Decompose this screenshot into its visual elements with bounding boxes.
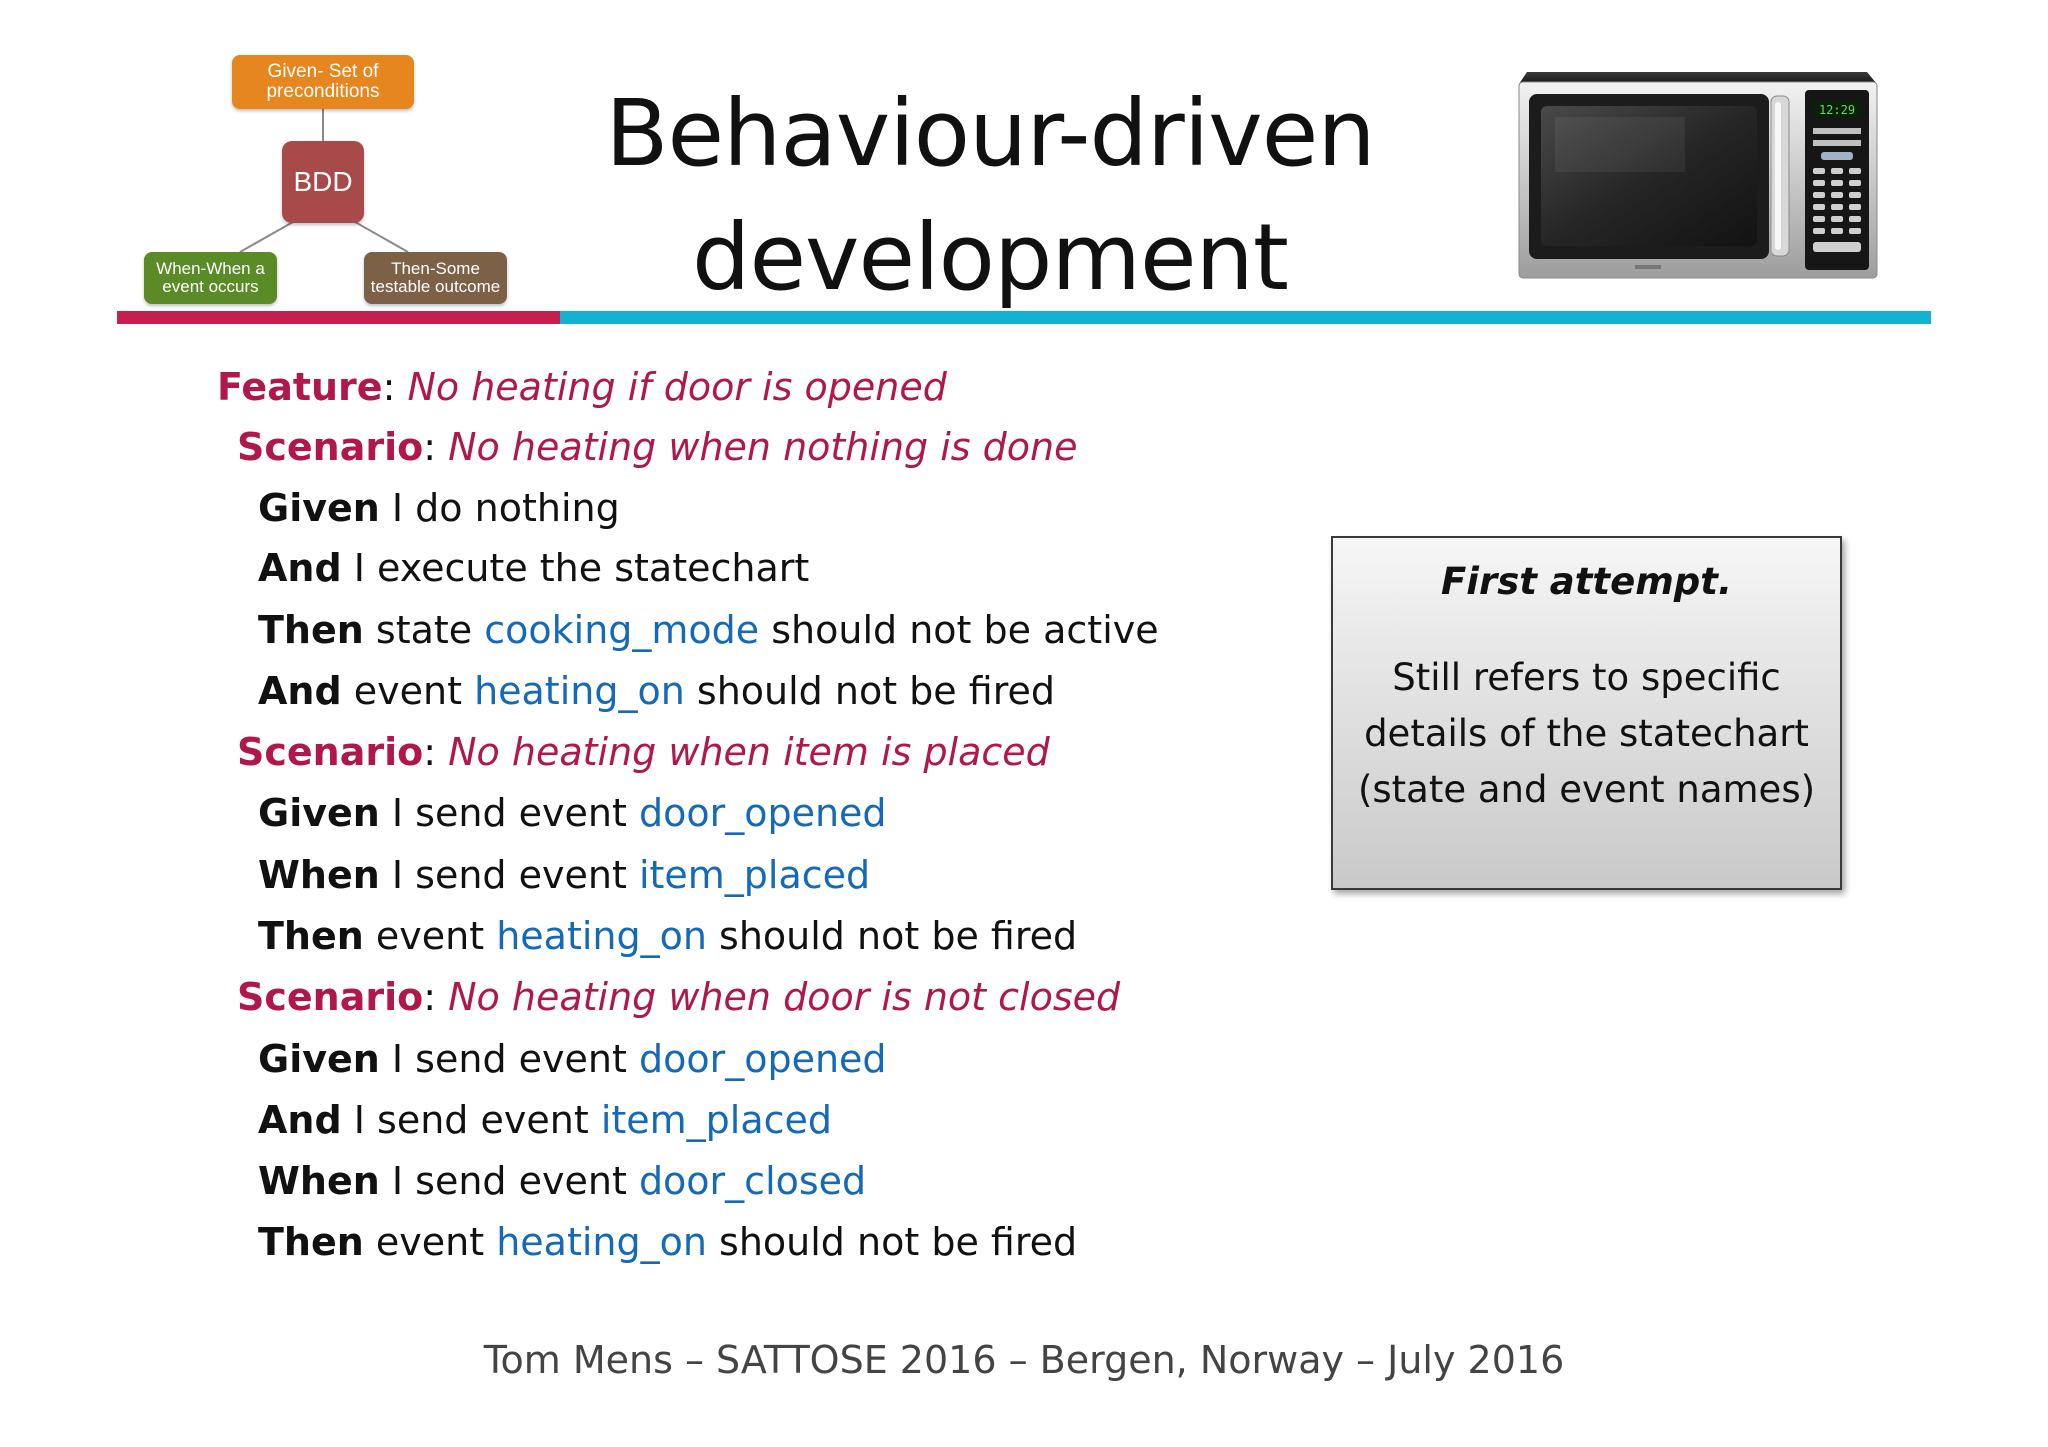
scenario-line: Scenario: No heating when door is not closed [237, 975, 1121, 1019]
note-line-2: details of the statechart [1364, 712, 1809, 755]
step-keyword: Then [258, 1220, 364, 1264]
step-text: I send event [379, 1159, 639, 1203]
step-text-end: should not be fired [706, 1220, 1078, 1264]
step-keyword: Then [258, 914, 364, 958]
step-keyword: Given [258, 1037, 380, 1081]
step-text-end: should not be fired [684, 669, 1055, 713]
step-line [258, 1159, 866, 1203]
event-reference: item_placed [600, 1098, 833, 1142]
event-reference: door_opened [638, 791, 887, 835]
step-keyword: And [258, 1098, 342, 1142]
feature-name: No heating if door is opened [407, 365, 947, 409]
note-title: First attempt. [1440, 560, 1732, 603]
slide-footer: Tom Mens – SATTOSE 2016 – Bergen, Norway – July 2016 [483, 1338, 1565, 1382]
step-text: state [363, 608, 485, 652]
step-keyword: Then [258, 608, 364, 652]
step-text: event [363, 914, 497, 958]
step-line [258, 791, 887, 835]
title-line-2: development [692, 204, 1288, 311]
scenario-keyword: Scenario [237, 730, 424, 774]
scenario-name: No heating when door is not closed [448, 975, 1121, 1019]
svg-text:12:29: 12:29 [1818, 103, 1856, 117]
step-keyword: And [258, 546, 342, 590]
step-line [258, 669, 1055, 713]
step-keyword: When [258, 1159, 380, 1203]
scenario-line: Scenario: No heating when nothing is done [237, 425, 1078, 469]
step-line [258, 608, 1159, 652]
note-line-1: Still refers to specific [1392, 656, 1781, 699]
step-text: event [363, 1220, 497, 1264]
step-line [258, 853, 870, 897]
step-line [258, 1098, 832, 1142]
step-text: I send event [341, 1098, 601, 1142]
scenario-name: No heating when nothing is done [448, 425, 1078, 469]
step-text-end: should not be fired [706, 914, 1078, 958]
bdd-when-box: When-When a event occurs [144, 252, 277, 304]
feature-keyword: Feature [217, 365, 383, 409]
event-reference: heating_on [474, 669, 685, 713]
bdd-given-box: Given- Set of preconditions [232, 55, 414, 109]
microwave-icon [1515, 62, 1880, 284]
feature-line: Feature: No heating if door is opened [217, 365, 947, 409]
scenario-keyword: Scenario [237, 425, 424, 469]
step-text: I send event [379, 791, 639, 835]
note-line-3: (state and event names) [1357, 768, 1816, 811]
state-reference: cooking_mode [484, 608, 760, 652]
step-text: I do nothing [379, 486, 620, 530]
step-keyword: And [258, 669, 342, 713]
scenario-name: No heating when item is placed [448, 730, 1050, 774]
step-text: I execute the statechart [341, 546, 810, 590]
event-reference: door_closed [638, 1159, 867, 1203]
title-line-1: Behaviour-driven [605, 80, 1375, 187]
step-line [258, 914, 1077, 958]
separator-bar-red [117, 311, 560, 324]
event-reference: heating_on [496, 1220, 707, 1264]
note-box [1331, 536, 1842, 890]
step-text: I send event [379, 853, 639, 897]
step-line [258, 1220, 1077, 1264]
event-reference: door_opened [638, 1037, 887, 1081]
scenario-line: Scenario: No heating when item is placed [237, 730, 1050, 774]
event-reference: heating_on [496, 914, 707, 958]
step-line [258, 1037, 887, 1081]
separator-bar-cyan [560, 311, 1931, 324]
event-reference: item_placed [638, 853, 871, 897]
scenario-keyword: Scenario [237, 975, 424, 1019]
slide-title [540, 72, 1440, 320]
step-keyword: When [258, 853, 380, 897]
note-body [1343, 650, 1830, 818]
step-line [258, 486, 620, 530]
step-line [258, 546, 809, 590]
step-text: I send event [379, 1037, 639, 1081]
step-text: event [341, 669, 475, 713]
step-keyword: Given [258, 486, 380, 530]
step-text-end: should not be active [759, 608, 1159, 652]
step-keyword: Given [258, 791, 380, 835]
bdd-then-box: Then-Some testable outcome [364, 252, 507, 304]
bdd-center-box: BDD [282, 141, 364, 223]
